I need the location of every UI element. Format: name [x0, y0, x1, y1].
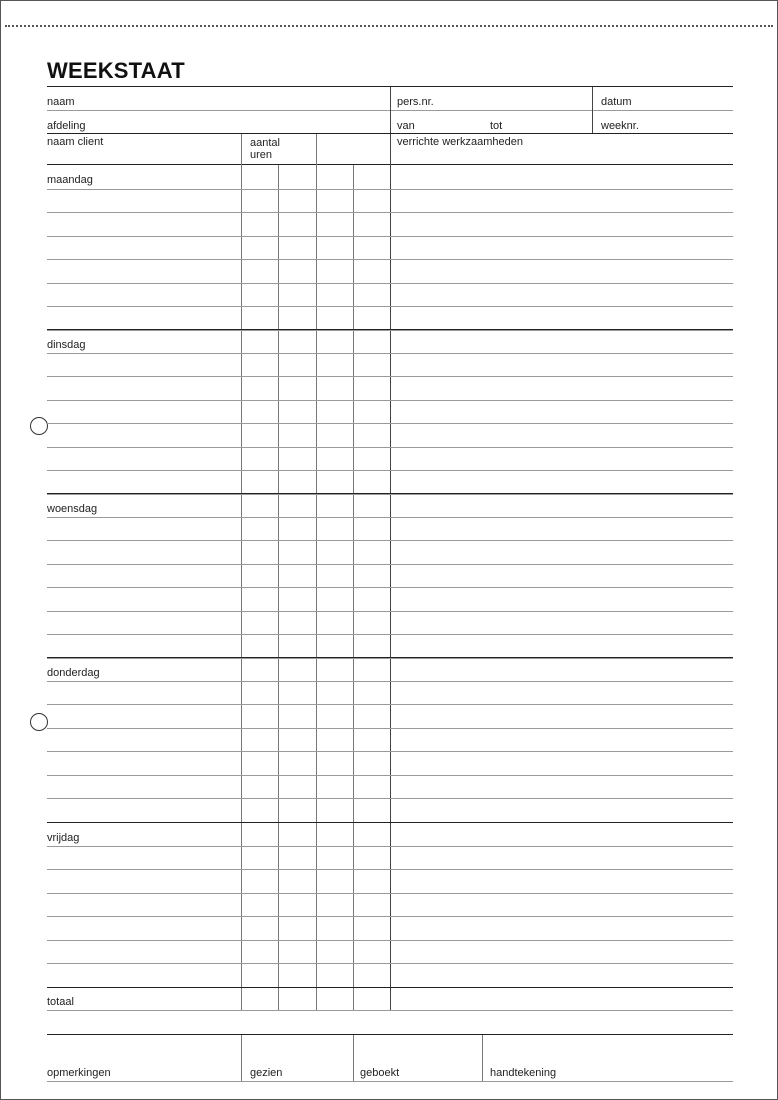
- geboekt-label: geboekt: [360, 1067, 400, 1079]
- row-line: [47, 798, 733, 799]
- pers-nr-label: pers.nr.: [397, 96, 434, 108]
- row-line: [47, 940, 733, 941]
- column-divider: [390, 134, 391, 1011]
- row-line: [47, 587, 733, 588]
- perforation-line: [5, 25, 773, 27]
- day-separator: [47, 657, 733, 658]
- day-separator: [47, 987, 733, 988]
- naam-label: naam: [47, 96, 75, 108]
- header-divider: [592, 87, 593, 133]
- row-line: [47, 869, 733, 870]
- row-line: [47, 283, 733, 284]
- row-line: [47, 470, 733, 471]
- row-line: [47, 751, 733, 752]
- row-line: [47, 423, 733, 424]
- row-line: [47, 963, 733, 964]
- aantal-uren-heading: [250, 137, 280, 161]
- footer-divider: [482, 1035, 483, 1082]
- row-line: [47, 728, 733, 729]
- row-line: [47, 447, 733, 448]
- naam-client-heading: naam client: [47, 136, 104, 148]
- tot-label: tot: [490, 120, 503, 132]
- footer-divider: [241, 1035, 242, 1082]
- opmerkingen-label: opmerkingen: [47, 1067, 111, 1079]
- footer-top-rule: [47, 1034, 733, 1035]
- row-line: [47, 704, 733, 705]
- day-separator: [47, 822, 733, 823]
- weeknr-label: weeknr.: [601, 120, 639, 132]
- day-label-vrijdag: vrijdag: [47, 832, 80, 844]
- row-line: [47, 564, 733, 565]
- datum-label: datum: [601, 96, 632, 108]
- day-separator: [47, 493, 733, 494]
- day-label-dinsdag: dinsdag: [47, 339, 86, 351]
- afdeling-label: afdeling: [47, 120, 86, 132]
- column-divider: [241, 134, 242, 1011]
- aantal-uren-heading-line: aantal: [250, 137, 280, 149]
- row-line: [47, 611, 733, 612]
- row-line: [47, 306, 733, 307]
- footer-divider: [353, 1035, 354, 1082]
- row-line: [47, 259, 733, 260]
- row-line: [47, 189, 733, 190]
- row-line: [47, 775, 733, 776]
- punch-hole-icon: [30, 417, 48, 435]
- totaal-bottom-rule: [47, 1010, 733, 1011]
- row-line: [47, 212, 733, 213]
- row-line: [47, 634, 733, 635]
- aantal-uren-heading-line: uren: [250, 149, 273, 161]
- day-label-woensdag: woensdag: [47, 503, 98, 515]
- handtekening-label: handtekening: [490, 1067, 557, 1079]
- row-line: [47, 494, 733, 495]
- footer-bottom-rule: [47, 1081, 733, 1082]
- day-label-donderdag: donderdag: [47, 667, 100, 679]
- row-line: [47, 681, 733, 682]
- totaal-label: totaal: [47, 996, 74, 1008]
- row-line: [47, 376, 733, 377]
- row-line: [47, 330, 733, 331]
- verrichte-werkzaamheden-heading: verrichte werkzaamheden: [397, 136, 523, 148]
- day-separator: [47, 329, 733, 330]
- day-label-maandag: maandag: [47, 174, 93, 186]
- column-divider: [316, 134, 317, 1011]
- row-line: [47, 893, 733, 894]
- row-line: [47, 540, 733, 541]
- row-line: [47, 236, 733, 237]
- row-line: [47, 916, 733, 917]
- row-line: [47, 400, 733, 401]
- column-divider: [353, 165, 354, 1011]
- header-divider: [390, 87, 391, 133]
- column-divider: [278, 165, 279, 1011]
- form-title: WEEKSTAAT: [47, 58, 185, 83]
- gezien-label: gezien: [250, 1067, 283, 1079]
- row-line: [47, 658, 733, 659]
- van-label: van: [397, 120, 415, 132]
- punch-hole-icon: [30, 713, 48, 731]
- row-line: [47, 846, 733, 847]
- row-line: [47, 353, 733, 354]
- row-line: [47, 517, 733, 518]
